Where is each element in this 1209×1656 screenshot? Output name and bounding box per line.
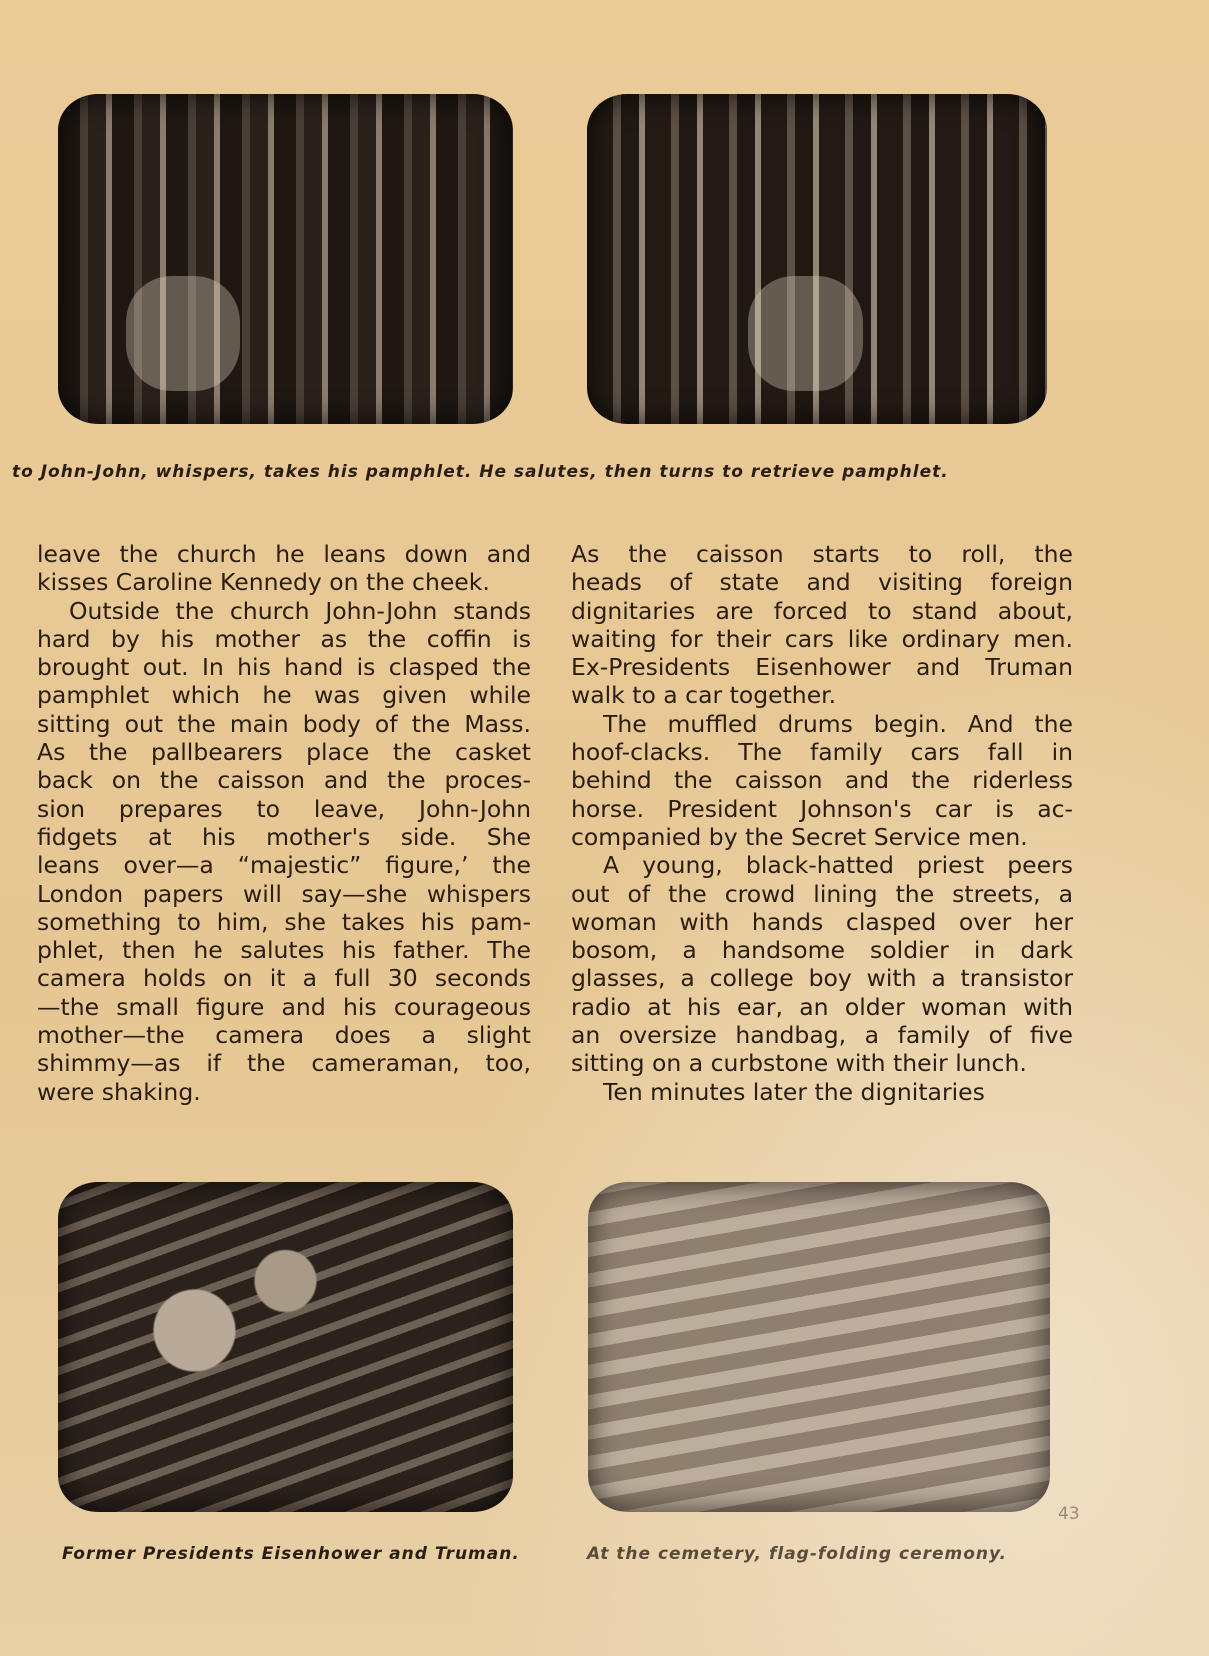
text-line: kisses Caroline Kennedy on the cheek. xyxy=(37,568,490,597)
caption-eisenhower-truman: Former Presidents Eisenhower and Truman. xyxy=(62,1544,520,1564)
text-line: pamphlet which he was given while xyxy=(37,681,531,710)
text-line: fidgets at his mother's side. She xyxy=(37,822,531,851)
text-line: dignitaries are forced to stand about, xyxy=(571,596,1073,625)
text-line: were shaking. xyxy=(37,1077,201,1106)
text-line: Ex-Presidents Eisenhower and Truman xyxy=(571,653,1073,682)
text-line: sitting on a curbstone with their lunch. xyxy=(571,1049,1027,1078)
text-line: walk to a car together. xyxy=(571,681,837,710)
text-line: heads of state and visiting foreign xyxy=(571,568,1073,597)
text-line: —the small figure and his courageous xyxy=(37,992,531,1021)
text-line: bosom, a handsome soldier in dark xyxy=(571,936,1073,965)
article-column-right xyxy=(571,540,1073,1106)
text-line: leans over—a “majestic” figure,ʼ the xyxy=(37,851,531,880)
photo-eisenhower-truman xyxy=(58,1182,513,1512)
text-line: horse. President Johnson's car is ac- xyxy=(571,794,1073,823)
text-line: behind the caisson and the riderless xyxy=(571,766,1073,795)
text-line: London papers will say—she whispers xyxy=(37,879,531,908)
text-line: hoof-clacks. The family cars fall in xyxy=(571,738,1073,767)
photo-flag-folding xyxy=(588,1182,1050,1512)
text-line: leave the church he leans down and xyxy=(37,540,531,568)
text-line: As the caisson starts to roll, the xyxy=(571,540,1073,568)
article-column-left xyxy=(37,540,531,1106)
caption-flag-folding: At the cemetery, flag-folding ceremony. xyxy=(587,1544,1007,1564)
text-line: something to him, she takes his pam- xyxy=(37,907,531,936)
text-line: As the pallbearers place the casket xyxy=(37,738,531,767)
text-line: waiting for their cars like ordinary men. xyxy=(571,624,1073,653)
text-line: phlet, then he salutes his father. The xyxy=(37,936,531,965)
text-line: brought out. In his hand is clasped the xyxy=(37,653,531,682)
photo-caroline-john-john xyxy=(58,94,513,424)
photo-john-john-salute xyxy=(587,94,1047,424)
text-line: shimmy—as if the cameraman, too, xyxy=(37,1049,531,1078)
text-line: sion prepares to leave, John-John xyxy=(37,794,531,823)
text-line: an oversize handbag, a family of five xyxy=(571,1021,1073,1050)
text-line: back on the caisson and the proces- xyxy=(37,766,531,795)
text-line: companied by the Secret Service men. xyxy=(571,822,1028,851)
text-line: radio at his ear, an older woman with xyxy=(571,992,1073,1021)
text-line: sitting out the main body of the Mass. xyxy=(37,709,531,738)
text-line: out of the crowd lining the streets, a xyxy=(571,879,1073,908)
text-line: The muffled drums begin. And the xyxy=(603,709,1073,738)
page-number: 43 xyxy=(1058,1504,1080,1524)
text-line: A young, black-hatted priest peers xyxy=(603,851,1073,880)
top-photo-caption: to John-John, whispers, takes his pamphlet. He salutes, then turns to retrieve pamphlet. xyxy=(12,462,949,482)
text-line: Outside the church John-John stands xyxy=(69,596,531,625)
text-line: woman with hands clasped over her xyxy=(571,907,1073,936)
text-line: Ten minutes later the dignitaries xyxy=(603,1077,985,1106)
text-line: hard by his mother as the coffin is xyxy=(37,624,531,653)
text-line: camera holds on it a full 30 seconds xyxy=(37,964,531,993)
text-line: mother—the camera does a slight xyxy=(37,1021,531,1050)
text-line: glasses, a college boy with a transistor xyxy=(571,964,1073,993)
